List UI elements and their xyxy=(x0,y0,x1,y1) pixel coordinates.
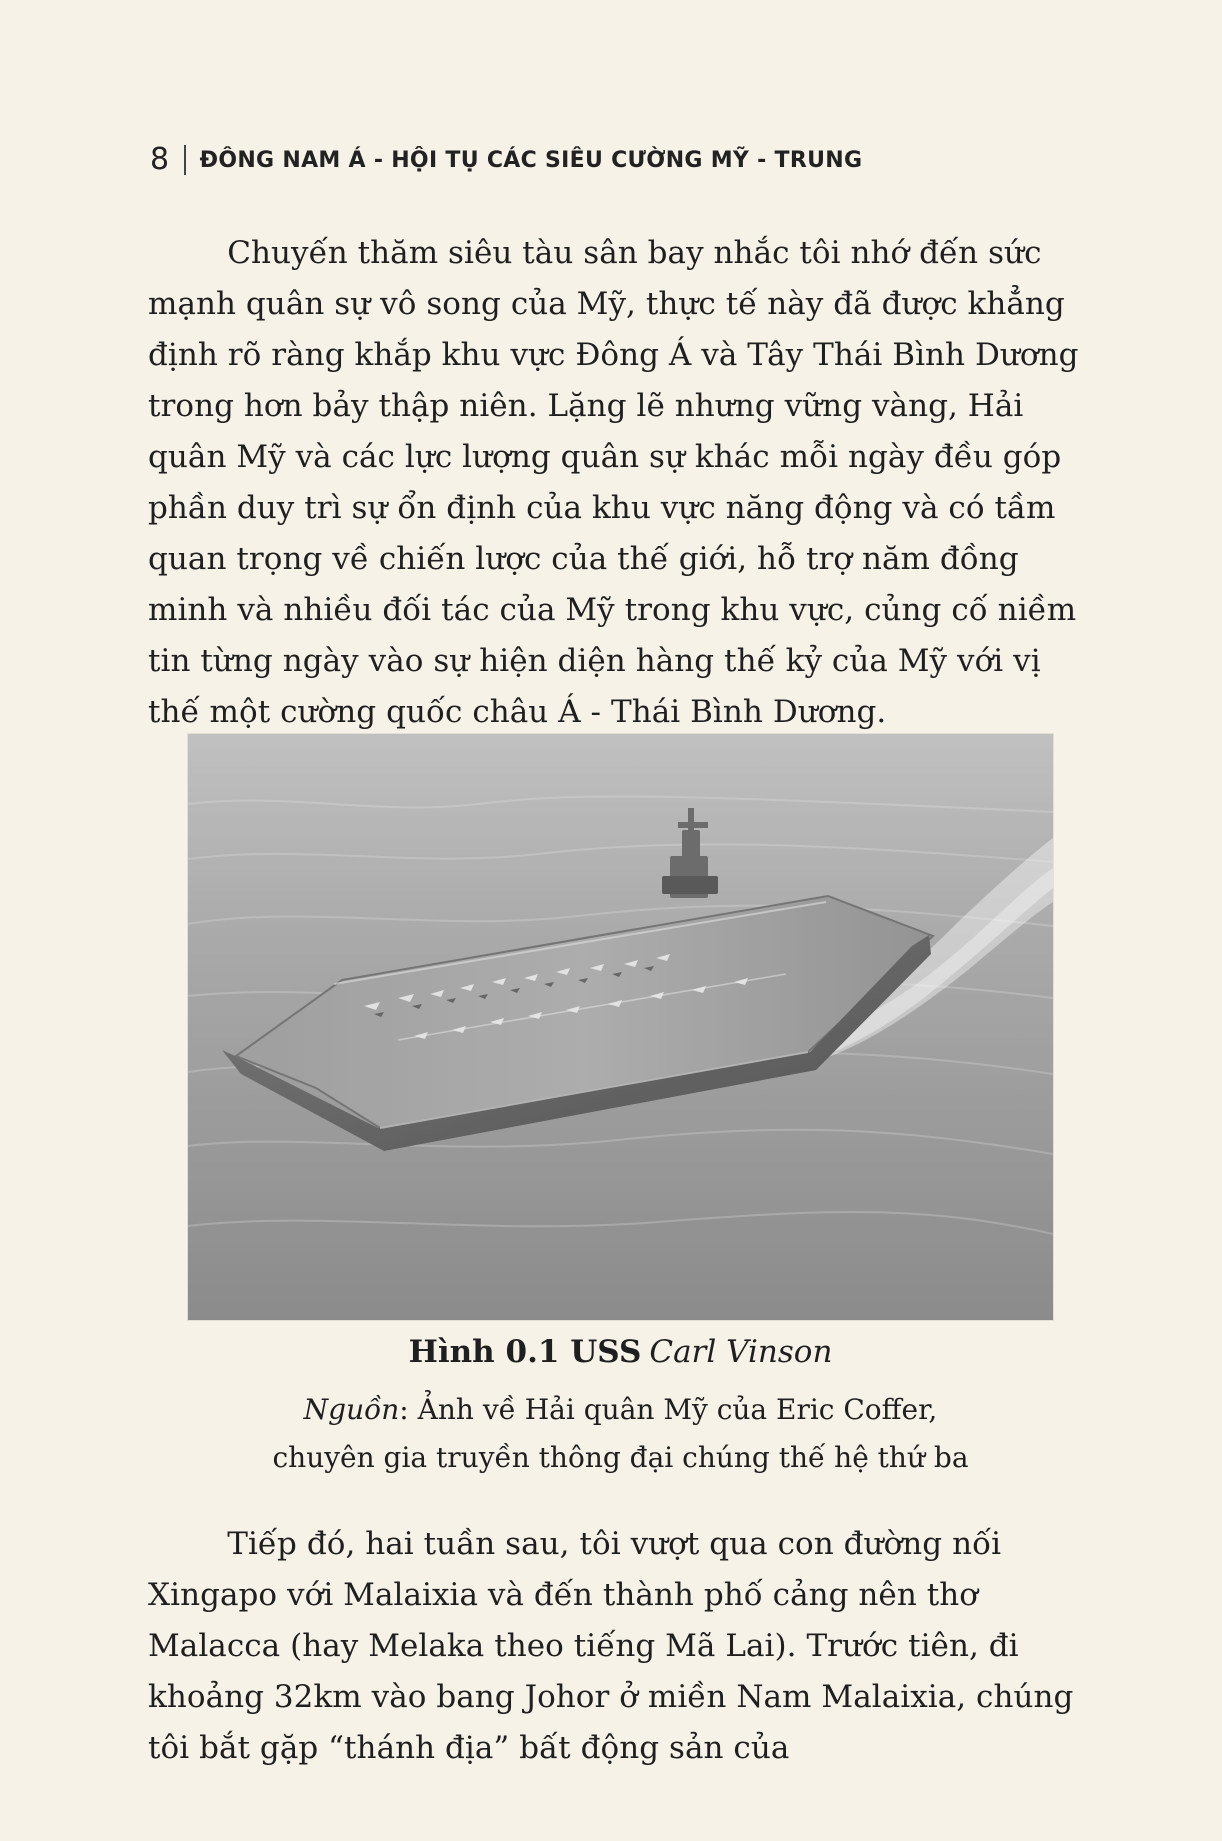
figure-caption-label: Hình 0.1 USS xyxy=(408,1334,642,1370)
figure-block xyxy=(188,734,1053,1474)
body-paragraph-1: Chuyến thăm siêu tàu sân bay nhắc tôi nhớ đến sức mạnh quân sự vô song của Mỹ, thực tế này đã được khẳng định rõ ràng khắp khu vực Đông Á và Tây Thái Bình Dương trong hơn bảy thập niên. Lặng lẽ nhưng vững vàng, Hải quân Mỹ và các lực lượng quân sự khác mỗi ngày đều góp phần duy trì sự ổn định của khu vực năng động và có tầm quan trọng về chiến lược của thế giới, hỗ trợ năm đồng minh và nhiều đối tác của Mỹ trong khu vực, củng cố niềm tin từng ngày vào sự hiện diện hàng thế kỷ của Mỹ với vị thế một cường quốc châu Á - Thái Bình Dương. xyxy=(148,235,1089,730)
header-divider xyxy=(184,145,186,175)
book-title: ĐÔNG NAM Á - HỘI TỤ CÁC SIÊU CƯỜNG MỸ - TRUNG xyxy=(199,147,863,173)
running-head xyxy=(150,140,1100,180)
page-number: 8 xyxy=(150,142,170,177)
figure-caption xyxy=(188,1332,1053,1372)
figure-source-line-2: chuyên gia truyền thông đại chúng thế hệ thứ ba xyxy=(272,1441,969,1474)
aircraft-carrier-photo xyxy=(188,734,1053,1320)
figure-source-line-1 xyxy=(188,1388,1053,1431)
body-paragraph-2: Tiếp đó, hai tuần sau, tôi vượt qua con đường nối Xingapo với Malaixia và đến thành phố cảng nên thơ Malacca (hay Melaka theo tiếng Mã Lai). Trước tiên, đi khoảng 32km vào bang Johor ở miền Nam Malaixia, chúng tôi bắt gặp “thánh địa” bất động sản của xyxy=(148,1526,1084,1766)
figure-source-label: Nguồn xyxy=(303,1393,400,1426)
figure-source-text: : Ảnh về Hải quân Mỹ của Eric Coffer, xyxy=(399,1393,938,1426)
figure-caption-name: Carl Vinson xyxy=(649,1334,833,1370)
